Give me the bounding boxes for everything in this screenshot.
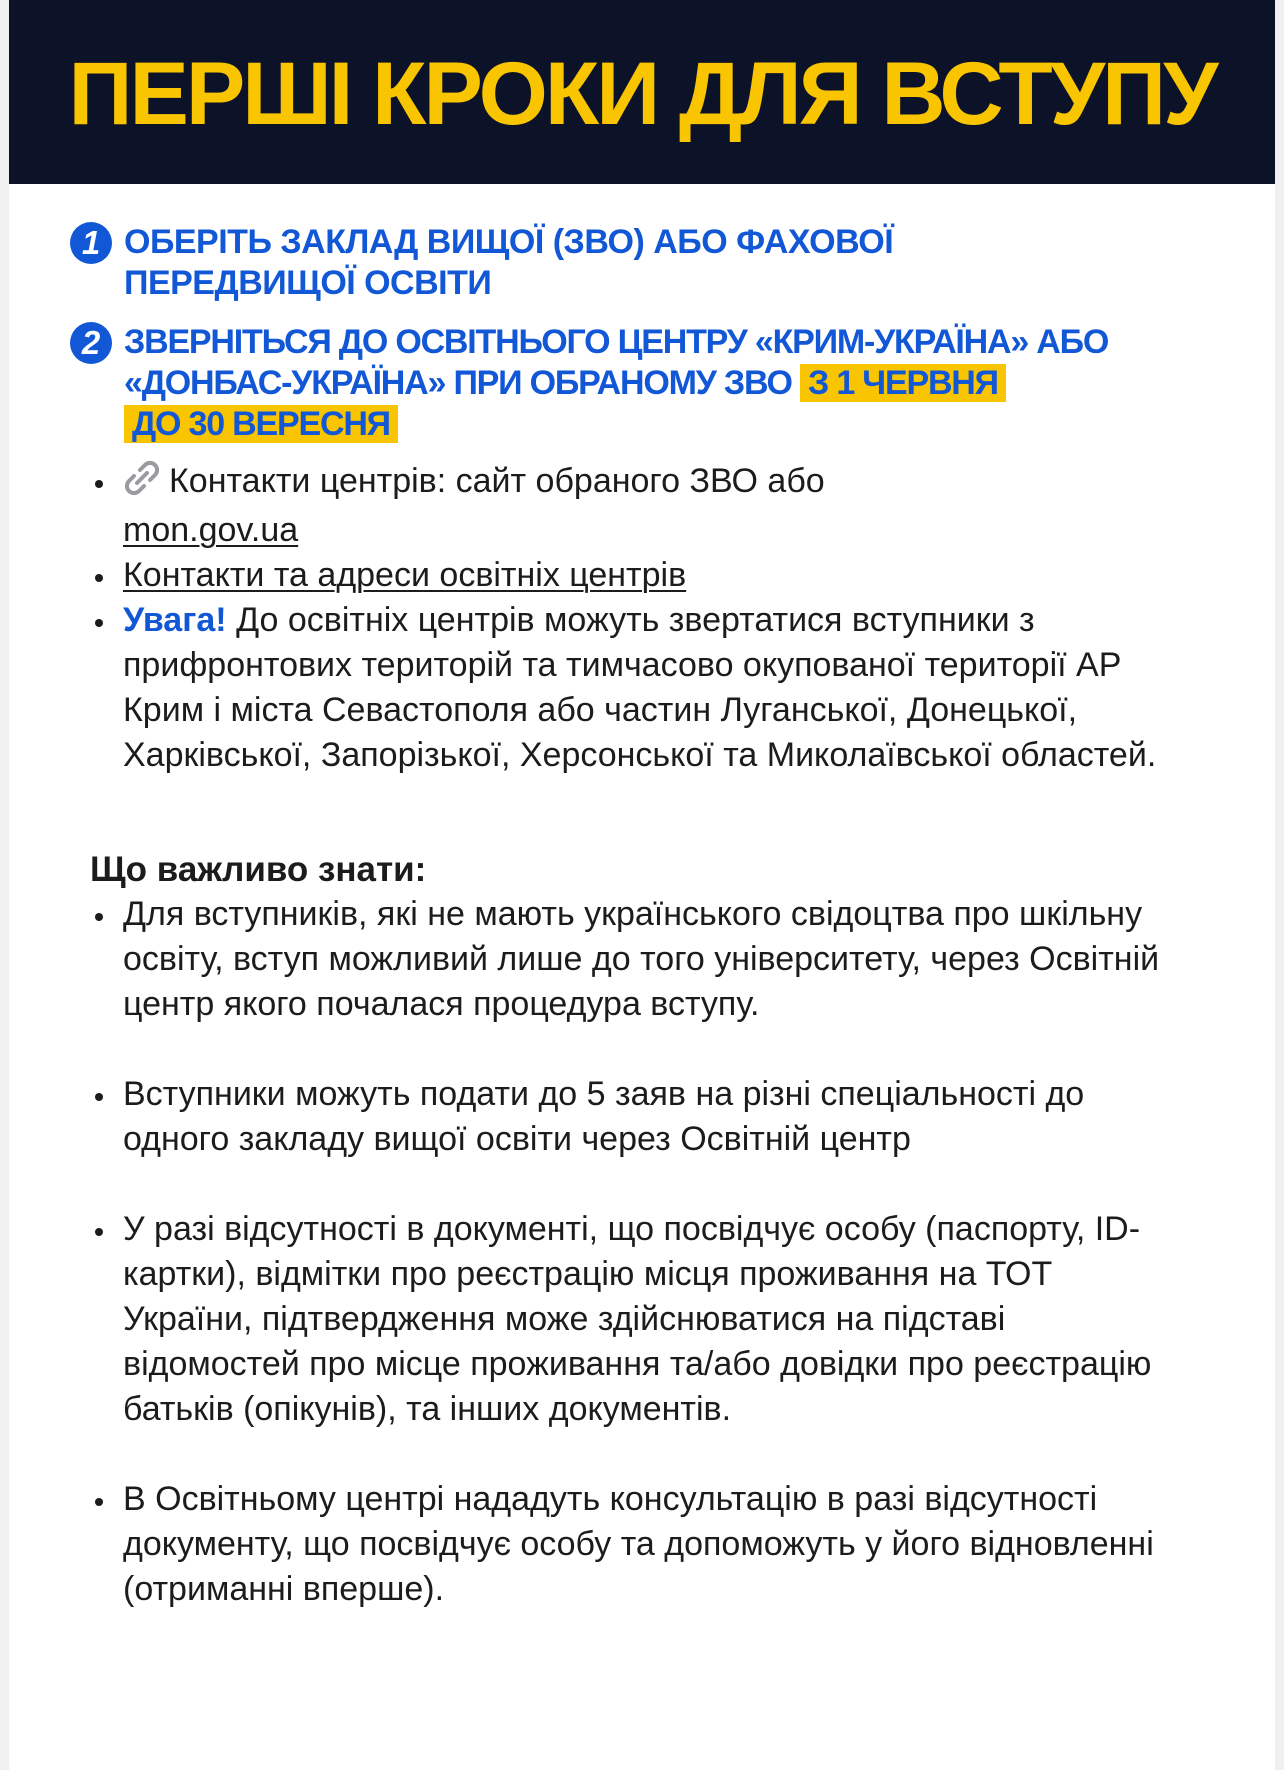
important-heading: Що важливо знати: <box>90 850 427 889</box>
list-item: У разі відсутності в документі, що посвідчує особу (паспорту, ID-картки), відмітки про реєстрацію місця проживання на ТОТ України, підтвердження може здійснюватися на підставі відомостей про місце проживання та/або довідки про реєстрацію батьків (опікунів), та інших документів. <box>0 1207 1284 1432</box>
mon-gov-link[interactable]: mon.gov.ua <box>123 511 299 549</box>
list-item: В Освітньому центрі нададуть консультацію в разі відсутності документу, що посвідчує особу та допоможуть у його відновленні (отриманні вперше). <box>0 1477 1284 1612</box>
list-item-contacts <box>0 459 1284 553</box>
title-banner <box>9 0 1275 184</box>
page-title: ПЕРШІ КРОКИ ДЛЯ ВСТУПУ <box>68 42 1216 143</box>
list-item: Вступники можуть подати до 5 заяв на різні спеціальності до одного закладу вищої освіти через Освітній центр <box>0 1072 1284 1162</box>
step-2-date-end: ДО 30 ВЕРЕСНЯ <box>124 405 398 443</box>
warning-text: До освітніх центрів можуть звертатися вступники з прифронтових територій та тимчасово окупованої території АР Крим і міста Севастополя або частин Луганської, Донецької, Харківської, Запорізької, Херсонської та Миколаївської областей. <box>123 601 1157 774</box>
link-icon <box>123 460 161 508</box>
step-1 <box>70 222 1044 304</box>
step-2-number-badge: 2 <box>70 322 112 364</box>
centers-addresses-link[interactable]: Контакти та адреси освітніх центрів <box>123 556 687 594</box>
step-2-date-start: З 1 ЧЕРВНЯ <box>800 364 1006 402</box>
contacts-text: Контакти центрів: сайт обраного ЗВО або <box>169 462 825 500</box>
step-2-text: ЗВЕРНІТЬСЯ ДО ОСВІТНЬОГО ЦЕНТРУ «КРИМ-УКРАЇНА» АБО «ДОНБАС-УКРАЇНА» ПРИ ОБРАНОМУ ЗВО <box>124 323 1109 402</box>
list-item-addresses <box>0 553 1284 598</box>
list-item: Для вступників, які не мають українського свідоцтва про шкільну освіту, вступ можливий лише до того університету, через Освітній центр якого почалася процедура вступу. <box>0 892 1284 1027</box>
contacts-list <box>0 459 1284 778</box>
step-2-block <box>124 322 1204 445</box>
important-list <box>0 892 1284 1657</box>
step-1-text: ОБЕРІТЬ ЗАКЛАД ВИЩОЇ (ЗВО) АБО ФАХОВОЇ ПЕРЕДВИЩОЇ ОСВІТИ <box>124 223 894 302</box>
step-2 <box>70 322 1204 445</box>
step-1-number-badge: 1 <box>70 222 112 264</box>
list-item-warning <box>0 598 1284 778</box>
warning-label: Увага! <box>123 601 227 639</box>
